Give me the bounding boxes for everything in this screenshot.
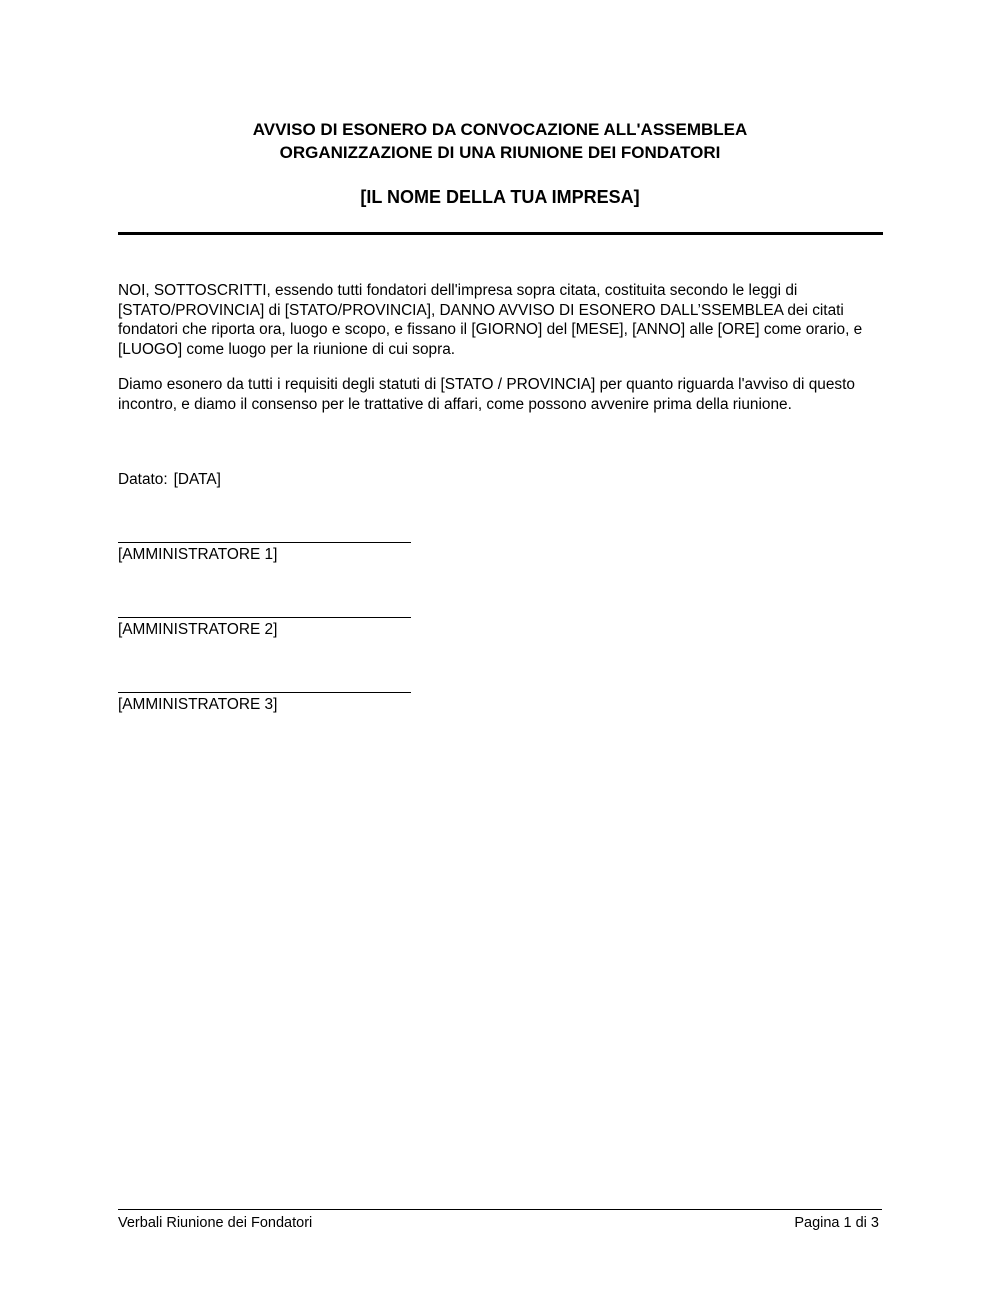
footer-document-name: Verbali Riunione dei Fondatori — [118, 1215, 313, 1231]
signatory-name-2: [AMMINISTRATORE 2] — [118, 621, 278, 638]
footer-page-indicator: Pagina 1 di 3 — [794, 1215, 879, 1231]
company-name-placeholder: [IL NOME DELLA TUA IMPRESA] — [360, 187, 640, 207]
signature-line-3 — [118, 692, 411, 693]
header-divider — [118, 232, 883, 235]
dated-line — [118, 470, 888, 490]
body-paragraph-1: NOI, SOTTOSCRITTI, essendo tutti fondatori dell'impresa sopra citata, costituita secondo le leggi di [STATO/PROVINCIA] di [STATO/PROVINCIA], DANNO AVVISO DI ESONERO DALL’SSEMBLEA dei citati fondatori che riporta ora, luogo e scopo, e fissano il [GIORNO] del [MESE], [ANNO] alle [ORE] come orario, e [LUOGO] come luogo per la riunione di cui sopra. — [118, 282, 863, 358]
document-title-line-2: ORGANIZZAZIONE DI UNA RIUNIONE DEI FONDATORI — [279, 143, 721, 162]
signature-line-2 — [118, 617, 411, 618]
footer-divider — [118, 1209, 882, 1210]
body-paragraph-2: Diamo esonero da tutti i requisiti degli statuti di [STATO / PROVINCIA] per quanto riguarda l'avviso di questo incontro, e diamo il consenso per le trattative di affari, come possono avvenire prima della riunione. — [118, 376, 855, 413]
dated-value: [DATA] — [173, 471, 221, 488]
signatory-name-3: [AMMINISTRATORE 3] — [118, 696, 278, 713]
signatory-name-1: [AMMINISTRATORE 1] — [118, 546, 278, 563]
dated-label: Datato: — [118, 471, 168, 488]
document-title-line-1: AVVISO DI ESONERO DA CONVOCAZIONE ALL'ASSEMBLEA — [252, 120, 748, 139]
signature-line-1 — [118, 542, 411, 543]
